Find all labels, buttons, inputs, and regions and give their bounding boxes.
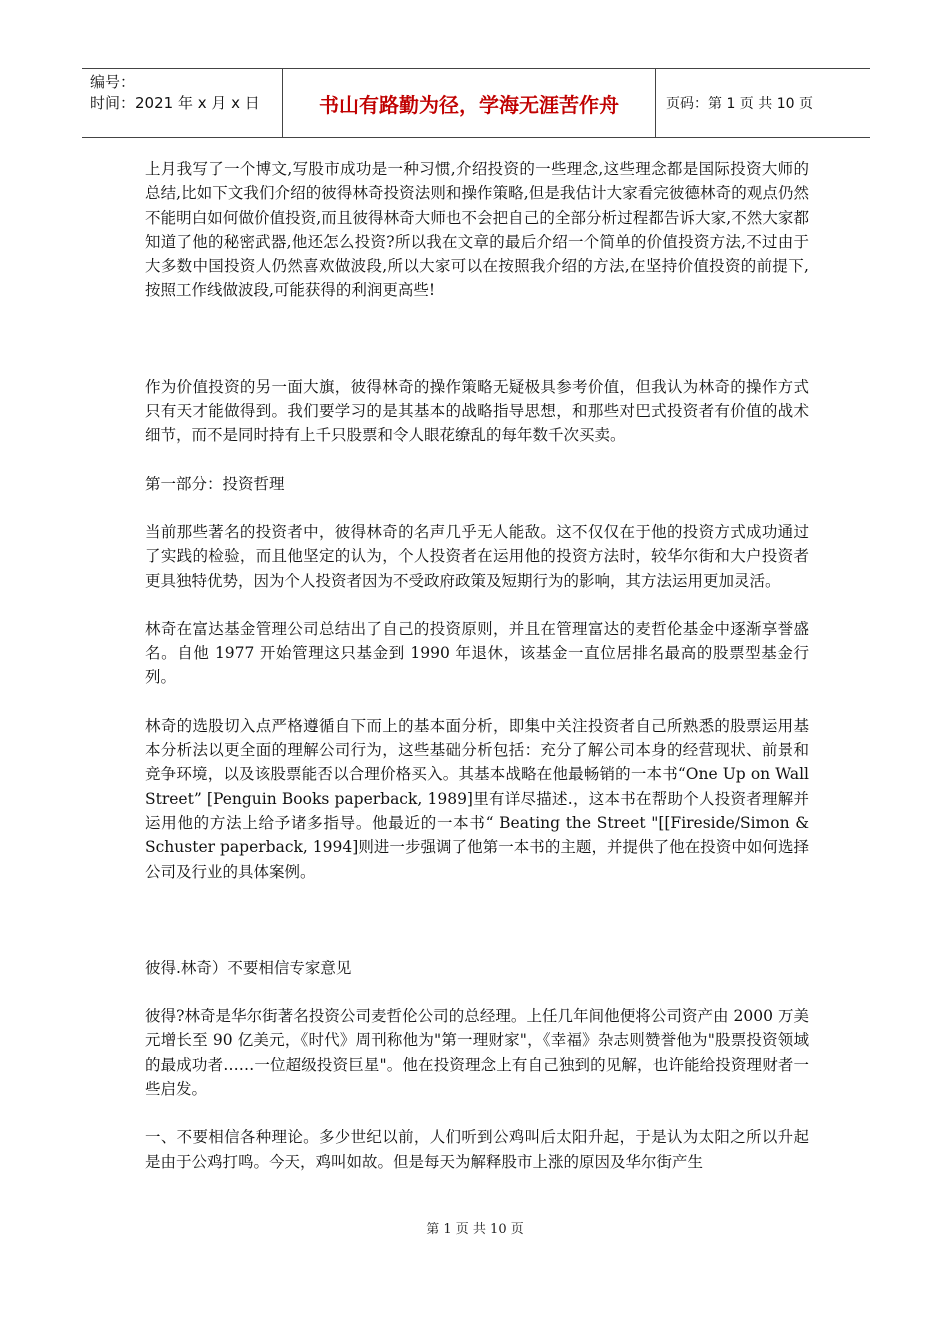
section-heading-part-one: 第一部分：投资哲理: [145, 474, 285, 493]
paragraph-stock-selection: 林奇的选股切入点严格遵循自下而上的基本面分析，即集中关注投资者自己所熟悉的股票运用基本分析法以更全面的理解公司行为，这些基础分析包括：充分了解公司本身的经营现状、前景和竞争环境，以及该股票能否以合理价格买入。其基本战略在他最畅销的一本书“One Up on Wall Street” [Penguin Books paperback, 1989]里有详尽描述.，这本书在帮助个人投资者理解并运用他的方法上给予诸多指导。他最近的一本书“ Beating the Street "[[Fireside/Simon & Schuster paperback, 1994]则进一步强调了他第一本书的主题，并提供了他在投资中如何选择公司及行业的具体案例。: [145, 716, 809, 881]
header-page-label: 页码：第 1 页 共 10 页: [666, 96, 813, 112]
page-footer: 第 1 页 共 10 页: [426, 1222, 524, 1237]
document-header: [82, 68, 870, 138]
header-meta: [82, 69, 282, 137]
header-number-label: 编号：: [90, 73, 136, 91]
paragraph-strategy: 作为价值投资的另一面大旗，彼得林奇的操作策略无疑极具参考价值，但我认为林奇的操作方式只有天才能做得到。我们要学习的是其基本的战略指导思想，和那些对巴式投资者有价值的战术细节，而不是同时持有上千只股票和令人眼花缭乱的每年数千次买卖。: [145, 377, 809, 445]
header-time-label: 时间：2021 年 x 月 x 日: [90, 94, 260, 112]
document-body: [145, 157, 809, 1174]
paragraph-fidelity: 林奇在富达基金管理公司总结出了自己的投资原则，并且在管理富达的麦哲伦基金中逐渐享誉盛名。自他 1977 开始管理这只基金到 1990 年退休，该基金一直位居排名最高的股票型基金行列。: [145, 619, 809, 687]
paragraph-lynch-bio: 彼得?林奇是华尔街著名投资公司麦哲伦公司的总经理。上任几年间他便将公司资产由 2000 万美元增长至 90 亿美元，《时代》周刊称他为"第一理财家"，《幸福》杂志则赞誉他为"股票投资领域的最成功者……一位超级投资巨星"。他在投资理念上有自己独到的见解，也许能给投资理财者一些启发。: [145, 1007, 809, 1099]
header-motto: 书山有路勤为径，学海无涯苦作舟: [282, 69, 656, 137]
paragraph-intro: 上月我写了一个博文,写股市成功是一种习惯,介绍投资的一些理念,这些理念都是国际投资大师的总结,比如下文我们介绍的彼得林奇投资法则和操作策略,但是我估计大家看完彼德林奇的观点仍然不能明白如何做价值投资,而且彼得林奇大师也不会把自己的全部分析过程都告诉大家,不然大家都知道了他的秘密武器,他还怎么投资?所以我在文章的最后介绍一个简单的价值投资方法,不过由于大多数中国投资人仍然喜欢做波段,所以大家可以在按照我介绍的方法,在坚持价值投资的前提下,按照工作线做波段,可能获得的利润更高些!: [145, 160, 809, 300]
paragraph-reputation: 当前那些著名的投资者中，彼得林奇的名声几乎无人能敌。这不仅仅在于他的投资方式成功通过了实践的检验，而且他坚定的认为，个人投资者在运用他的投资方法时，较华尔街和大户投资者更具独特优势，因为个人投资者因为不受政府政策及短期行为的影响，其方法运用更加灵活。: [145, 522, 809, 590]
paragraph-rule-one: 一、不要相信各种理论。多少世纪以前，人们听到公鸡叫后太阳升起，于是认为太阳之所以升起是由于公鸡打鸣。今天，鸡叫如故。但是每天为解释股市上涨的原因及华尔街产生: [145, 1128, 809, 1171]
section-heading-experts: 彼得.林奇）不要相信专家意见: [145, 958, 352, 977]
